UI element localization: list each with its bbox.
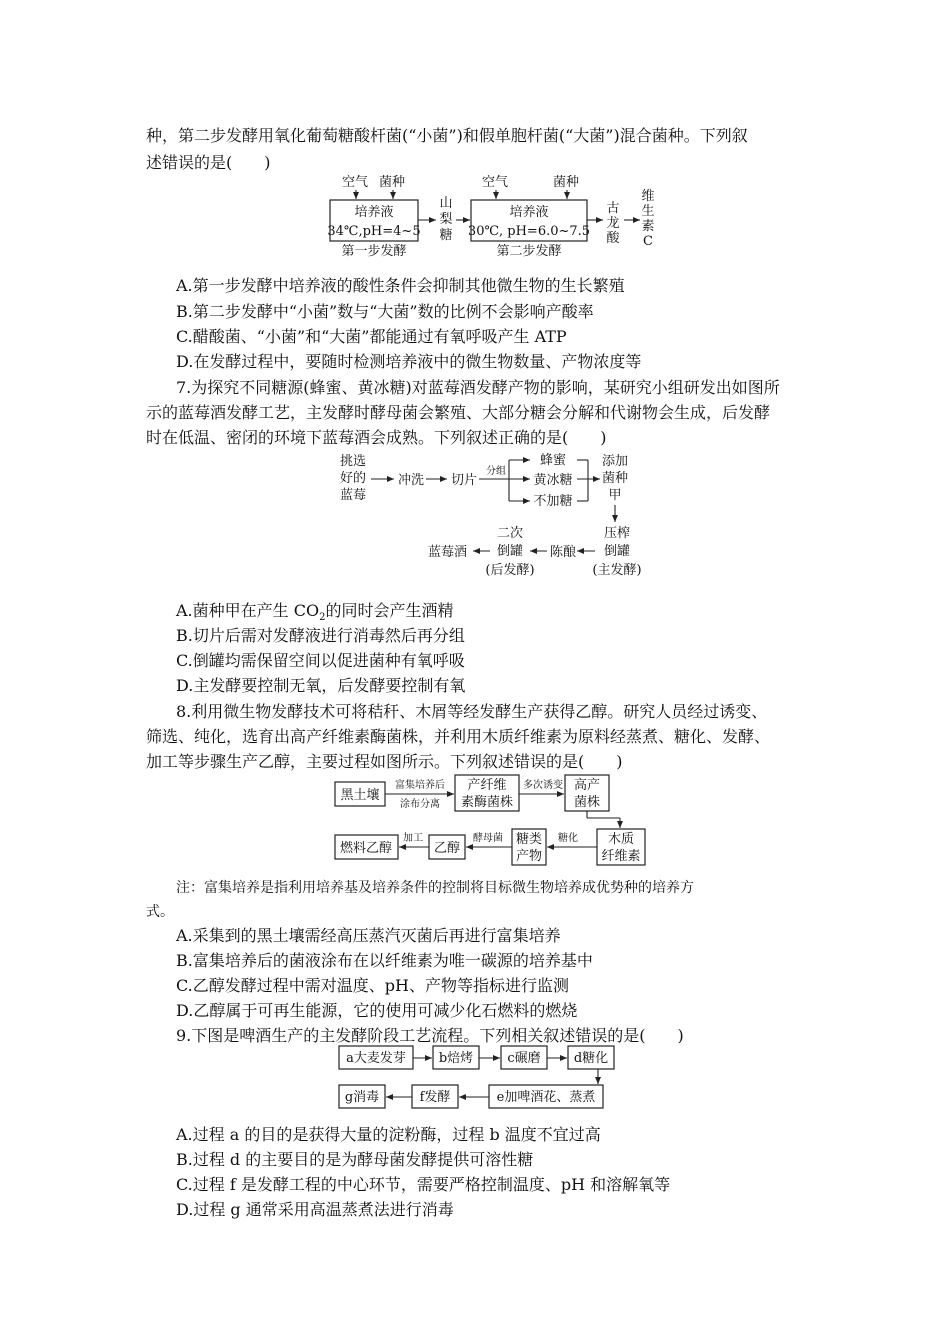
q7-second-3: (后发酵) xyxy=(485,563,535,578)
q7-option-c: C.倒罐均需保留空间以促进菌种有氧呼吸 xyxy=(176,651,465,670)
q9-diagram xyxy=(339,1046,614,1108)
q9-stem: 9.下图是啤酒生产的主发酵阶段工艺流程。下列相关叙述错误的是( ) xyxy=(176,1026,684,1045)
q6-option-a: A.第一步发酵中培养液的酸性条件会抑制其他微生物的生长繁殖 xyxy=(176,276,625,295)
q6-sorbose-3: 糖 xyxy=(439,228,453,243)
q8-strain-2: 素酶菌株 xyxy=(460,795,514,810)
q8-note-line2: 式。 xyxy=(146,904,174,920)
q6-box1-l2: 34℃,pH=4~5 xyxy=(327,224,421,239)
q6-strain2: 菌种 xyxy=(553,175,580,190)
q9-option-d: D.过程 g 通常采用高温蒸煮法进行消毒 xyxy=(176,1200,454,1219)
q8-strain-1: 产纤维 xyxy=(467,778,507,793)
q7-stem-line3: 时在低温、密闭的环境下蓝莓酒会成熟。下列叙述正确的是( ) xyxy=(146,428,607,447)
q8-sugar-2: 产物 xyxy=(515,849,543,864)
q6-vitc-1: 维 xyxy=(641,189,655,204)
q7-option-a xyxy=(176,601,453,628)
q6-step2: 第二步发酵 xyxy=(496,244,562,259)
q9-option-c: C.过程 f 是发酵工程的中心环节，需要严格控制温度、pH 和溶解氧等 xyxy=(176,1175,671,1194)
q7-option-b: B.切片后需对发酵液进行消毒然后再分组 xyxy=(176,626,465,645)
q6-step1: 第一步发酵 xyxy=(341,244,407,259)
q7-add-1: 添加 xyxy=(601,454,629,469)
q7-group: 分组 xyxy=(486,466,506,477)
q6-gulonic-2: 龙 xyxy=(606,216,620,231)
q7-rocksugar: 黄冰糖 xyxy=(533,473,573,488)
q7-option-a-pre: A.菌种甲在产生 CO xyxy=(176,601,320,620)
q8-option-c: C.乙醇发酵过程中需对温度、pH、产物等指标进行监测 xyxy=(176,976,569,995)
q7-select-3: 蓝莓 xyxy=(339,488,367,503)
q8-saccharify: 糖化 xyxy=(558,833,578,844)
q6-air2: 空气 xyxy=(482,175,509,190)
q8-diagram xyxy=(335,775,645,865)
q8-ethanol: 乙醇 xyxy=(433,841,461,856)
q8-note-line1: 注：富集培养是指利用培养基及培养条件的控制将目标微生物培养成优势种的培养方 xyxy=(176,880,694,896)
q6-sorbose-1: 山 xyxy=(439,196,453,211)
q9-option-b: B.过程 d 的主要目的是为酵母菌发酵提供可溶性糖 xyxy=(176,1150,534,1169)
q7-press-2: 倒罐 xyxy=(603,544,631,559)
q6-box2-l2: 30℃, pH=6.0~7.5 xyxy=(467,224,591,239)
q9-option-a: A.过程 a 的目的是获得大量的淀粉酶，过程 b 温度不宜过高 xyxy=(176,1125,601,1144)
q8-stem-line2: 筛选、纯化，选育出高产纤维素酶菌株，并利用木质纤维素为原料经蒸煮、糖化、发酵、 xyxy=(146,727,771,746)
q8-option-a: A.采集到的黑土壤需经高压蒸汽灭菌后再进行富集培养 xyxy=(176,926,561,945)
q9-d: d糖化 xyxy=(573,1051,609,1066)
q8-soil: 黑土壤 xyxy=(340,788,380,803)
q6-gulonic-1: 古 xyxy=(606,201,620,216)
q6-vitc-4: C xyxy=(643,234,653,249)
q6-stem-line2: 述错误的是( ) xyxy=(146,153,271,172)
q8-option-b: B.富集培养后的菌液涂布在以纤维素为唯一碳源的培养基中 xyxy=(176,951,593,970)
q7-honey: 蜂蜜 xyxy=(539,453,567,468)
q9-g: g消毒 xyxy=(344,1090,380,1105)
q6-air1: 空气 xyxy=(342,175,369,190)
q7-wash: 冲洗 xyxy=(398,473,425,488)
q7-stem-line2: 示的蓝莓酒发酵工艺，主发酵时酵母菌会繁殖、大部分糖会分解和代谢物会生成，后发酵 xyxy=(146,403,771,422)
q6-stem-line1: 种，第二步发酵用氧化葡萄糖酸杆菌(“小菌”)和假单胞杆菌(“大菌”)混合菌种。下列叙 xyxy=(146,126,748,145)
q6-sorbose-2: 梨 xyxy=(439,212,453,227)
q8-sugar-1: 糖类 xyxy=(515,832,543,847)
q7-second-1: 二次 xyxy=(496,526,524,541)
q8-fuel: 燃料乙醇 xyxy=(339,841,393,856)
q6-option-d: D.在发酵过程中，要随时检测培养液中的微生物数量、产物浓度等 xyxy=(176,352,642,371)
q7-diagram xyxy=(340,452,642,578)
q7-second-2: 倒罐 xyxy=(496,544,524,559)
q6-option-c: C.醋酸菌、“小菌”和“大菌”都能通过有氧呼吸产生 ATP xyxy=(176,327,567,346)
q7-option-a-sub: 2 xyxy=(319,612,326,624)
q7-stem-line1: 7.为探究不同糖源(蜂蜜、黄冰糖)对蓝莓酒发酵产物的影响，某研究小组研发出如图所 xyxy=(176,378,780,397)
q7-select-2: 好的 xyxy=(339,471,367,486)
q7-add-2: 菌种 xyxy=(601,471,629,486)
q6-gulonic-3: 酸 xyxy=(606,231,620,246)
q6-diagram xyxy=(327,174,654,259)
q7-press-3: (主发酵) xyxy=(592,563,642,578)
q7-select-1: 挑选 xyxy=(339,454,367,469)
q8-high-2: 菌株 xyxy=(573,795,601,810)
q7-press-1: 压榨 xyxy=(603,526,631,541)
q7-option-a-post: 的同时会产生酒精 xyxy=(325,601,454,620)
q7-add-3: 甲 xyxy=(608,488,622,503)
q6-box2-l1: 培养液 xyxy=(509,205,549,220)
q8-process: 加工 xyxy=(403,833,423,844)
q8-stem-line1: 8.利用微生物发酵技术可将秸秆、木屑等经发酵生产获得乙醇。研究人员经过诱变、 xyxy=(176,702,768,721)
q8-high-1: 高产 xyxy=(573,778,601,793)
q7-wine: 蓝莓酒 xyxy=(428,545,468,560)
q9-b: b焙烤 xyxy=(438,1051,474,1066)
q8-mutate: 多次诱变 xyxy=(523,780,563,791)
q8-yeast: 酵母菌 xyxy=(473,833,503,844)
q8-wood-1: 木质 xyxy=(607,832,635,847)
q6-option-b: B.第二步发酵中“小菌”数与“大菌”数的比例不会影响产酸率 xyxy=(176,302,594,321)
q7-aging: 陈酿 xyxy=(550,545,577,560)
q6-box1-l1: 培养液 xyxy=(354,205,394,220)
q8-enrich-top: 富集培养后 xyxy=(395,780,445,791)
q6-strain1: 菌种 xyxy=(379,175,406,190)
q6-vitc-2: 生 xyxy=(641,204,655,219)
q9-f: f发酵 xyxy=(419,1090,451,1105)
q8-wood-2: 纤维素 xyxy=(601,849,641,864)
q6-vitc-3: 素 xyxy=(641,219,655,234)
q9-a: a大麦发芽 xyxy=(346,1051,406,1066)
q7-nosugar: 不加糖 xyxy=(533,494,573,509)
q7-option-d: D.主发酵要控制无氧，后发酵要控制有氧 xyxy=(176,676,466,695)
q9-e: e加啤酒花、蒸煮 xyxy=(496,1090,596,1105)
q8-option-d: D.乙醇属于可再生能源，它的使用可减少化石燃料的燃烧 xyxy=(176,1001,578,1020)
q9-c: c碾磨 xyxy=(507,1051,541,1066)
q8-enrich-bottom: 涂布分离 xyxy=(400,799,440,810)
q7-slice: 切片 xyxy=(451,473,478,488)
q8-stem-line3: 加工等步骤生产乙醇，主要过程如图所示。下列叙述错误的是( ) xyxy=(146,752,623,771)
